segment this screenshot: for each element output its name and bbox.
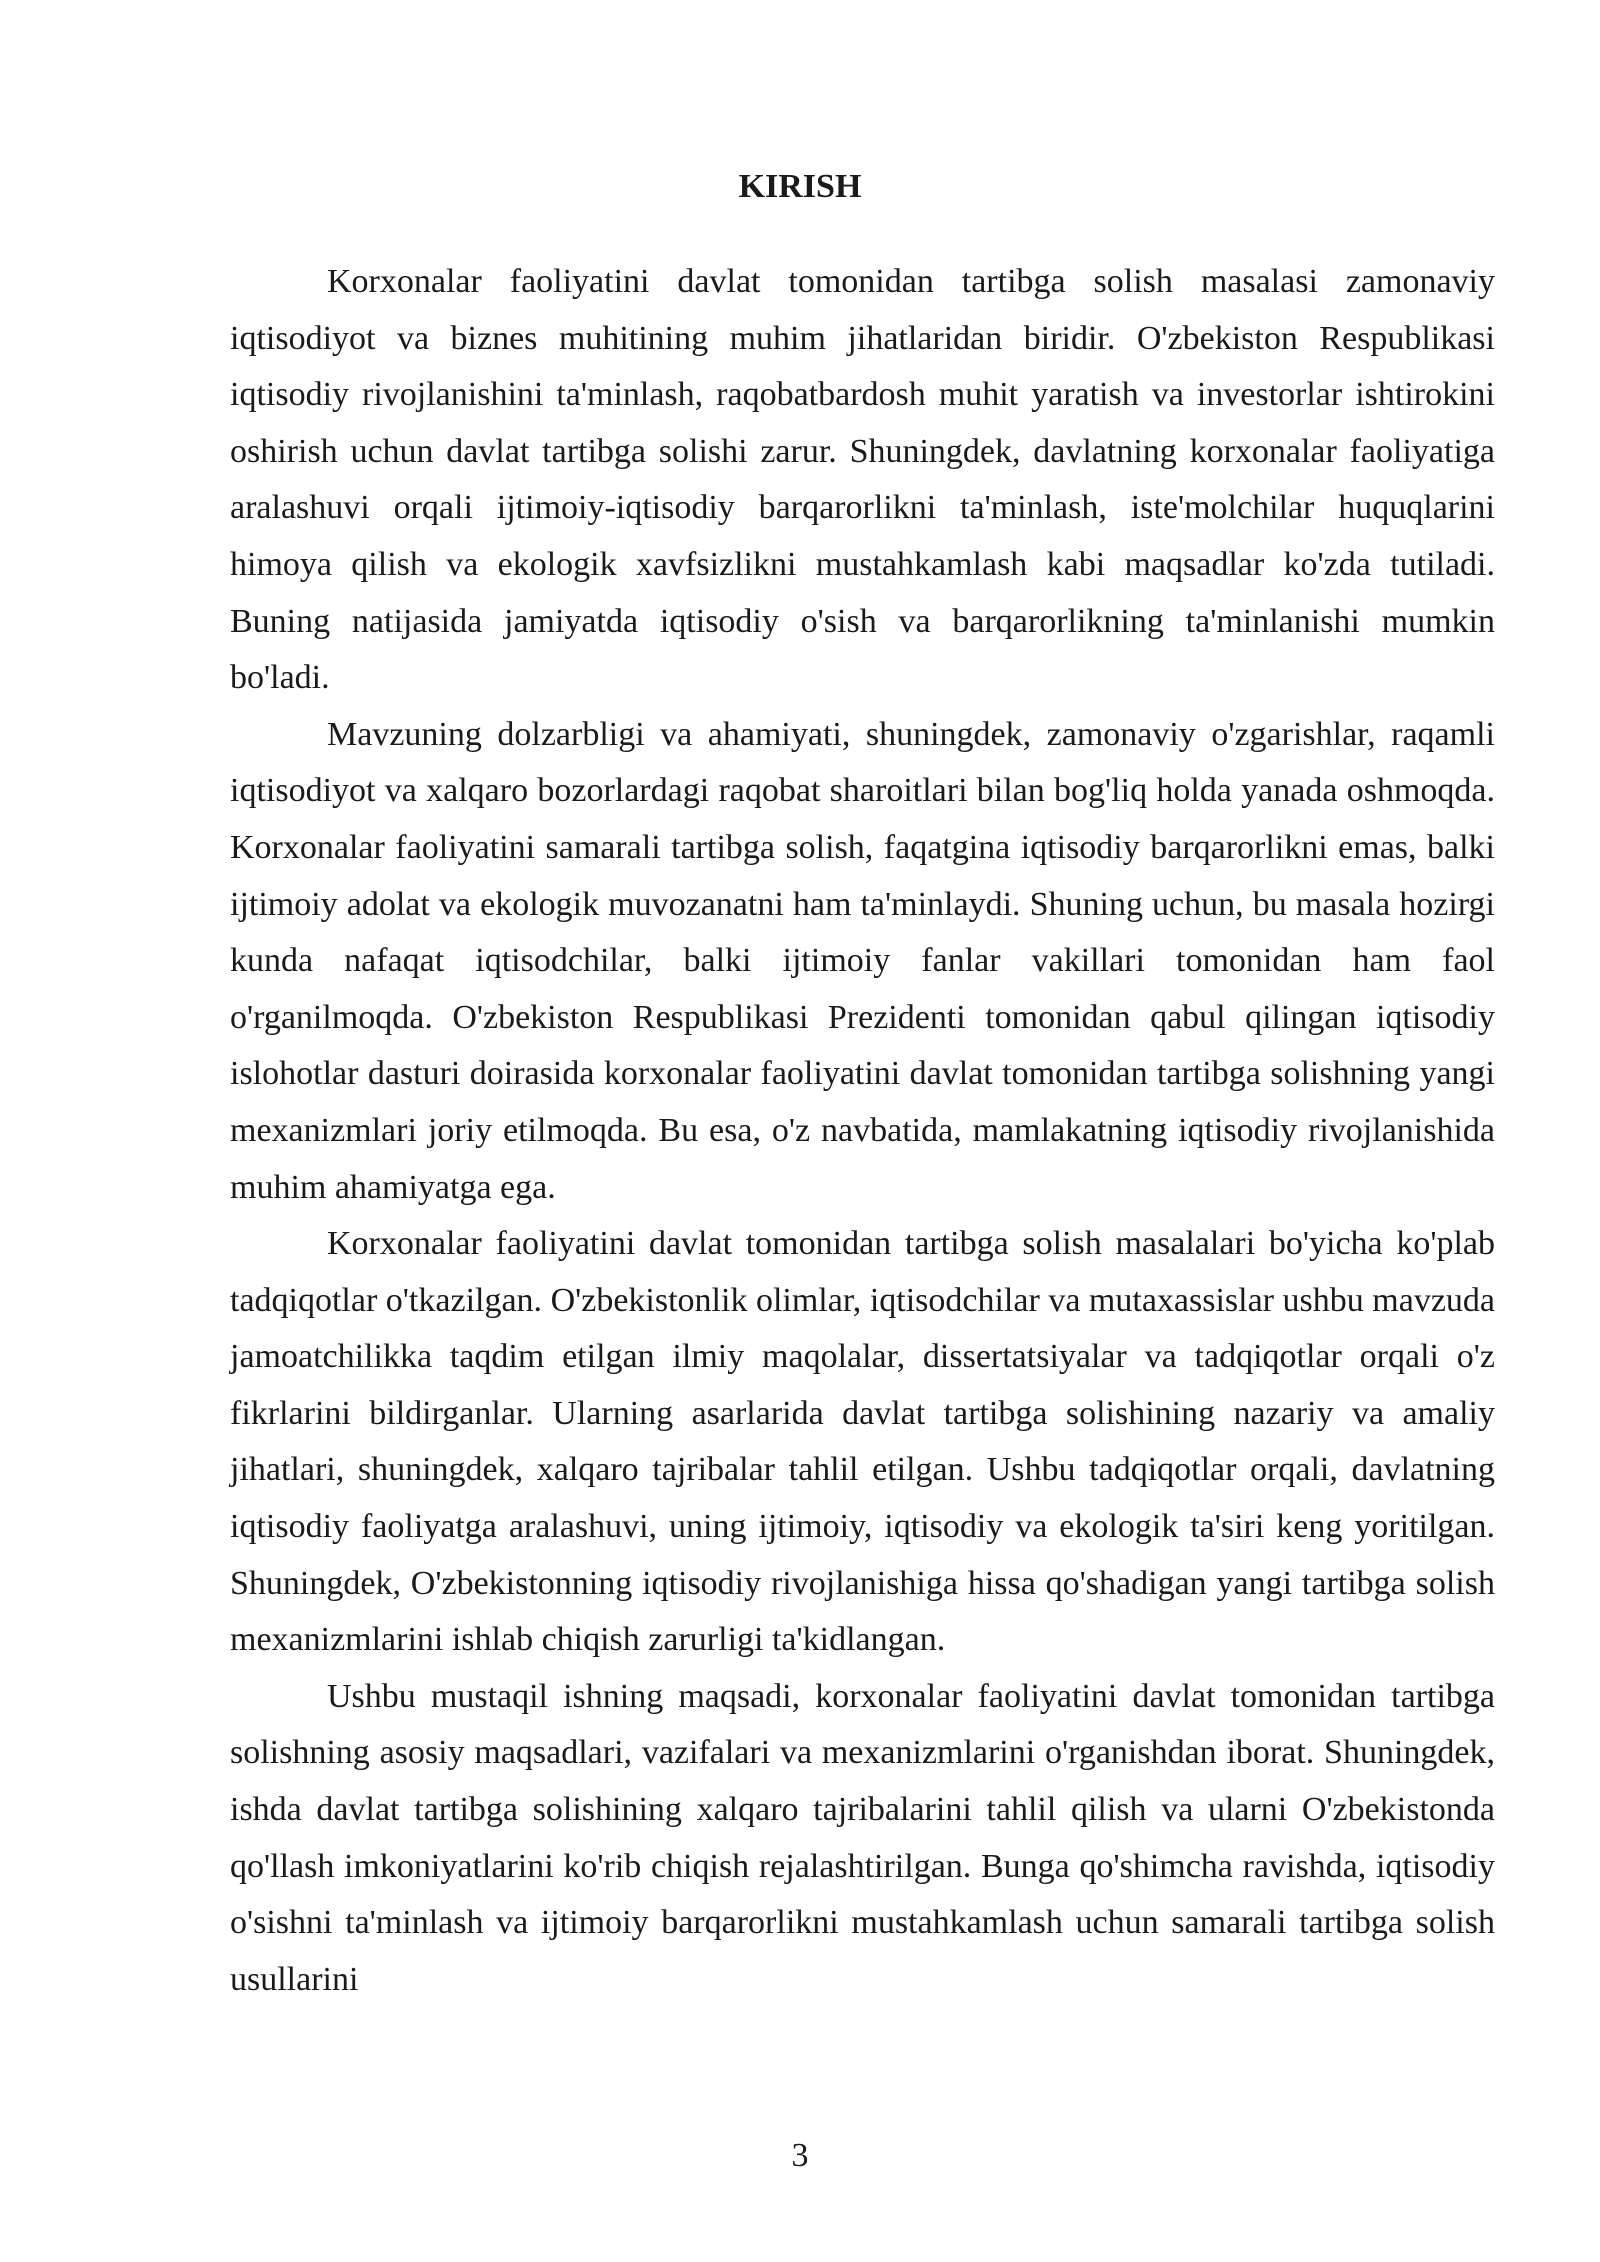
body-text [230,254,1495,2008]
paragraph-1: Korxonalar faoliyatini davlat tomonidan tartibga solish masalasi zamonaviy iqtisodiyot va biznes muhitining muhim jihatlaridan biridir. O'zbekiston Respublikasi iqtisodiy rivojlanishini ta'minlash, raqobatbardosh muhit yaratish va investorlar ishtirokini oshirish uchun davlat tartibga solishi zarur. Shuningdek, davlatning korxonalar faoliyatiga aralashuvi orqali ijtimoiy-iqtisodiy barqarorlikni ta'minlash, iste'molchilar huquqlarini himoya qilish va ekologik xavfsizlikni mustahkamlash kabi maqsadlar ko'zda tutiladi. Buning natijasida jamiyatda iqtisodiy o'sish va barqarorlikning ta'minlanishi mumkin bo'ladi. [230,263,1495,697]
page-number: 3 [791,2137,809,2174]
paragraph-3: Korxonalar faoliyatini davlat tomonidan tartibga solish masalalari bo'yicha ko'plab tadqiqotlar o'tkazilgan. O'zbekistonlik olimlar, iqtisodchilar va mutaxassislar ushbu mavzuda jamoatchilikka taqdim etilgan ilmiy maqolalar, dissertatsiyalar va tadqiqotlar orqali o'z fikrlarini bildirganlar. Ularning asarlarida davlat tartibga solishining nazariy va amaliy jihatlari, shuningdek, xalqaro tajribalar tahlil etilgan. Ushbu tadqiqotlar orqali, davlatning iqtisodiy faoliyatga aralashuvi, uning ijtimoiy, iqtisodiy va ekologik ta'siri keng yoritilgan. Shuningdek, O'zbekistonning iqtisodiy rivojlanishiga hissa qo'shadigan yangi tartibga solish mexanizmlarini ishlab chiqish zarurligi ta'kidlangan. [230,1225,1495,1659]
paragraph-2: Mavzuning dolzarbligi va ahamiyati, shuningdek, zamonaviy o'zgarishlar, raqamli iqtisodiyot va xalqaro bozorlardagi raqobat sharoitlari bilan bog'liq holda yanada oshmoqda. Korxonalar faoliyatini samarali tartibga solish, faqatgina iqtisodiy barqarorlikni emas, balki ijtimoiy adolat va ekologik muvozanatni ham ta'minlaydi. Shuning uchun, bu masala hozirgi kunda nafaqat iqtisodchilar, balki ijtimoiy fanlar vakillari tomonidan ham faol o'rganilmoqda. O'zbekiston Respublikasi Prezidenti tomonidan qabul qilingan iqtisodiy islohotlar dasturi doirasida korxonalar faoliyatini davlat tomonidan tartibga solishning yangi mexanizmlari joriy etilmoqda. Bu esa, o'z navbatida, mamlakatning iqtisodiy rivojlanishida muhim ahamiyatga ega. [230,715,1495,1206]
paragraph-4: Ushbu mustaqil ishning maqsadi, korxonalar faoliyatini davlat tomonidan tartibga solishning asosiy maqsadlari, vazifalari va mexanizmlarini o'rganishdan iborat. Shuningdek, ishda davlat tartibga solishining xalqaro tajribalarini tahlil qilish va ularni O'zbekistonda qo'llash imkoniyatlarini ko'rib chiqish rejalashtirilgan. Bunga qo'shimcha ravishda, iqtisodiy o'sishni ta'minlash va ijtimoiy barqarorlikni mustahkamlash uchun samarali tartibga solish usullarini [230,1677,1495,1998]
section-title: KIRISH [738,168,862,205]
